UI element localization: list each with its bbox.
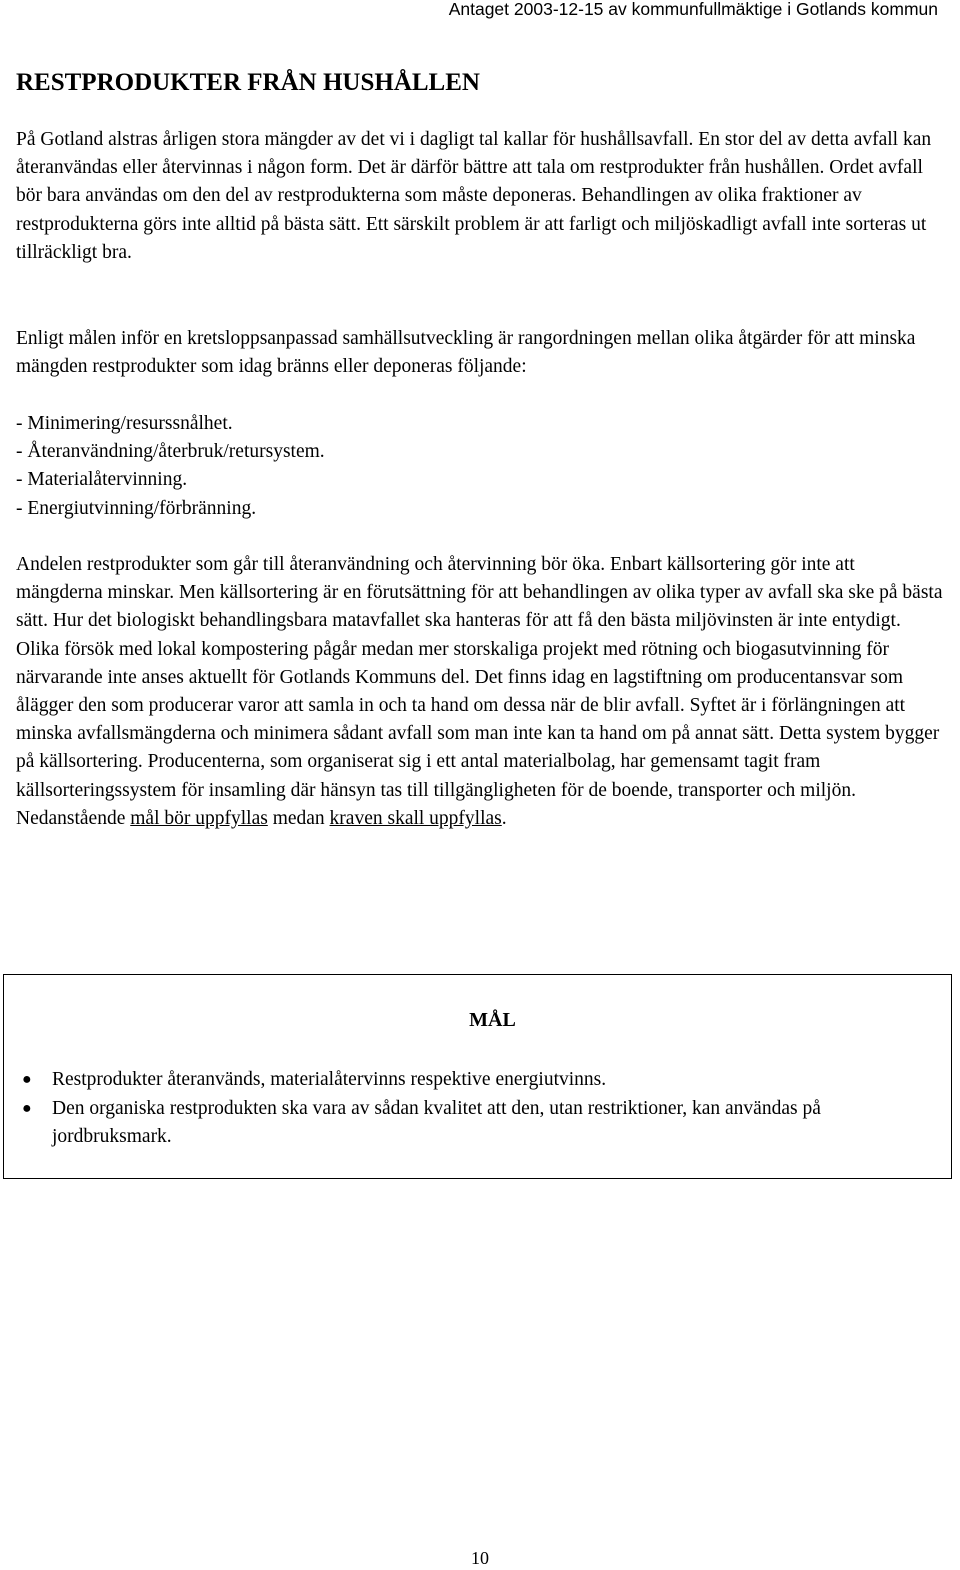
goal-item-text: Den organiska restprodukten ska vara av sådan kvalitet att den, utan restriktioner, kan användas på jordbruksmark. — [52, 1098, 821, 1148]
ranking-intro-paragraph: Enligt målen inför en kretsloppsanpassad samhällsutveckling är rangordningen mellan olika åtgärder för att minska mängden restprodukter som idag bränns eller deponeras följande: — [16, 328, 916, 378]
sorting-paragraph-text: Andelen restprodukter som går till återanvändning och återvinning bör öka. Enbart källsortering gör inte att mängderna minskar. Men källsortering är en förutsättning för att behandlingen av olika typer av avfall ska ske på bästa sätt. Hur det biologiskt behandlingsbara matavfallet ska hanteras för att få den bästa miljövinsten är inte entydigt. Olika försök med lokal kompostering pågår medan mer storskaliga projekt med rötning och biogasutvinning för närvarande inte anses aktuellt för Gotlands Kommuns del. Det finns idag en lagstiftning om producentansvar som ålägger den som producerar varor att samla in och ta hand om dessa när de blir avfall. Syftet är i förlängningen att minska avfallsmängderna och minimera sådant avfall som man inte kan ta hand om på annat sätt. Detta system bygger på källsortering. Producenterna, som organiserat sig i ett antal materialbolag, har gemensamt tagit fram källsorteringssystem för insamling där hänsyn tas till tillgängligheten för de boende, transporter och miljön. Nedanstående — [16, 554, 943, 829]
page-number: 10 — [471, 1548, 489, 1568]
goal-item — [22, 1066, 922, 1094]
intro-paragraph: På Gotland alstras årligen stora mängder av det vi i dagligt tal kallar för hushållsavfall. En stor del av detta avfall kan återanvändas eller återvinnas i någon form. Det är därför bättre att tala om restprodukter från hushållen. Ordet avfall bör bara användas om den del av restprodukterna som måste deponeras. Behandlingen av olika fraktioner av restprodukterna görs inte alltid på bästa sätt. Ett särskilt problem är att farligt och miljöskadligt avfall inte sorteras ut tillräckligt bra. — [16, 129, 932, 263]
goals-list — [22, 1066, 922, 1153]
sorting-paragraph-end: . — [501, 807, 507, 829]
bullet-icon: ● — [22, 1100, 32, 1118]
bullet-icon: ● — [22, 1071, 32, 1088]
goals-box — [3, 974, 952, 1179]
ranking-list — [16, 410, 325, 523]
goal-item — [22, 1095, 922, 1151]
goals-title: MÅL — [469, 1009, 516, 1031]
ranking-item: - Materialåtervinning. — [16, 469, 188, 491]
ranking-item: - Minimering/resurssnålhet. — [16, 413, 233, 434]
goals-underlined-text: mål bör uppfyllas — [130, 807, 268, 829]
sorting-paragraph — [16, 551, 946, 833]
goal-item-text: Restprodukter återanvänds, materialåtervinns respektive energiutvinns. — [52, 1069, 607, 1090]
ranking-item: - Återanvändning/återbruk/retursystem. — [16, 441, 325, 463]
requirements-underlined-text: kraven skall uppfyllas — [329, 807, 502, 829]
sorting-paragraph-connector: medan — [272, 807, 325, 829]
page-title: RESTPRODUKTER FRÅN HUSHÅLLEN — [16, 69, 480, 96]
page-header: Antaget 2003-12-15 av kommunfullmäktige i Gotlands kommun — [448, 0, 938, 19]
ranking-item: - Energiutvinning/förbränning. — [16, 497, 257, 519]
